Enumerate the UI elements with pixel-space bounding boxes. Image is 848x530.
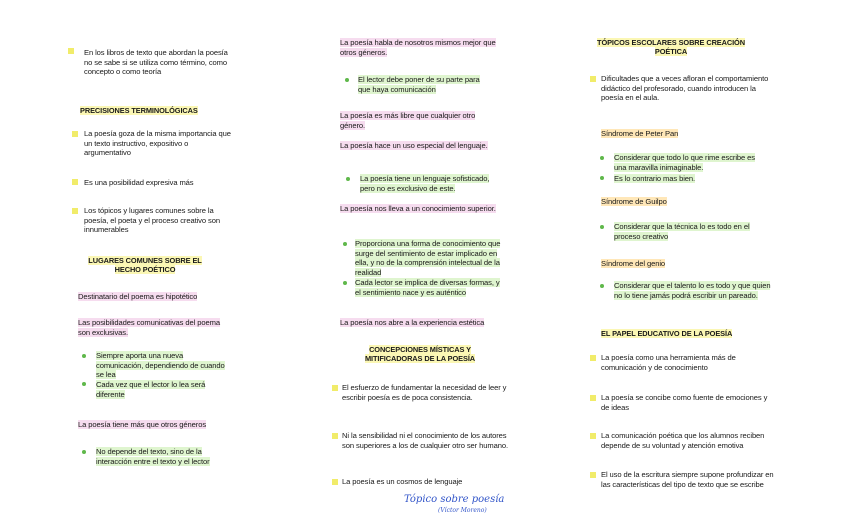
section-heading xyxy=(344,345,496,364)
list-item xyxy=(355,239,503,277)
text-block: La poesía es un cosmos de lenguaje xyxy=(342,477,463,486)
list-item xyxy=(355,278,503,297)
subheading-text: La poesía nos lleva a un conocimiento superior. xyxy=(340,204,496,213)
subheading xyxy=(340,141,500,151)
list-item-text: La poesía tiene un lenguaje sofisticado, pero no es exclusivo de este. xyxy=(360,174,490,193)
yellow-marker xyxy=(590,395,596,401)
subheading xyxy=(601,129,761,139)
yellow-marker xyxy=(72,131,78,137)
subheading xyxy=(340,318,510,328)
subheading-text: Las posibilidades comunicativas del poema son exclusivas. xyxy=(78,318,220,337)
list-item-text: Siempre aporta una nueva comunicación, dependiendo de cuando se lea xyxy=(96,351,225,380)
subheading xyxy=(78,318,228,337)
text-block: Es una posibilidad expresiva más xyxy=(84,178,194,187)
subheading xyxy=(78,420,228,430)
heading-text: CONCEPCIONES MÍSTICAS Y MITIFICADORAS DE LA POESÍA xyxy=(364,345,476,364)
bullet-dot xyxy=(600,284,604,288)
subheading-text: La poesía es más libre que cualquier otro género. xyxy=(340,111,476,130)
list-item-text: Considerar que la técnica lo es todo en el proceso creativo xyxy=(614,222,750,241)
subheading-text: Síndrome de Peter Pan xyxy=(601,129,679,138)
yellow-marker xyxy=(72,179,78,185)
yellow-marker xyxy=(590,472,596,478)
text-block: Los tópicos y lugares comunes sobre la poesía, el poeta y el proceso creativo son innumerables xyxy=(84,206,220,235)
yellow-marker xyxy=(72,208,78,214)
yellow-marker xyxy=(332,385,338,391)
text-block: La poesía como una herramienta más de comunicación y de conocimiento xyxy=(601,353,736,372)
subheading xyxy=(78,292,228,302)
list-item xyxy=(96,380,226,399)
section-heading xyxy=(596,38,746,57)
bullet-dot xyxy=(346,177,350,181)
text-block: Dificultades que a veces afloran el comportamiento didáctico del profesorado, cuando introducen la poesía en el aula. xyxy=(601,74,769,103)
bullet-dot xyxy=(600,225,604,229)
subheading-text: La poesía tiene más que otros géneros xyxy=(78,420,207,429)
bullet-dot xyxy=(82,354,86,358)
bullet-dot xyxy=(82,450,86,454)
list-item-text: Cada vez que el lector lo lea será diferente xyxy=(96,380,206,399)
section-heading xyxy=(601,329,771,338)
list-item xyxy=(358,75,494,94)
yellow-marker xyxy=(590,76,596,82)
text-block: El uso de la escritura siempre supone profundizar en las características del tipo de texto que se escribe xyxy=(601,470,774,489)
handwritten-author: (Víctor Moreno) xyxy=(438,507,487,514)
heading-text: TÓPICOS ESCOLARES SOBRE CREACIÓN POÉTICA xyxy=(597,38,745,57)
handwritten-title: Tópico sobre poesía xyxy=(404,494,505,505)
yellow-marker xyxy=(332,433,338,439)
subheading-text: La poesía habla de nosotros mismos mejor que otros géneros. xyxy=(340,38,496,57)
bullet-dot xyxy=(343,242,347,246)
bullet-dot xyxy=(343,281,347,285)
yellow-marker xyxy=(332,479,338,485)
text-block: Ni la sensibilidad ni el conocimiento de los autores son superiores a los de cualquier otro ser humano. xyxy=(342,431,508,450)
bullet-dot xyxy=(600,176,604,180)
list-item-text: Considerar que todo lo que rime escribe es una maravilla inimaginable. xyxy=(614,153,756,172)
text-block: La comunicación poética que los alumnos reciben depende de su voluntad y atención emotiva xyxy=(601,431,765,450)
subheading xyxy=(601,197,761,207)
yellow-marker xyxy=(68,48,74,54)
heading-text: LUGARES COMUNES SOBRE EL HECHO POÉTICO xyxy=(88,256,202,275)
list-item-text: Es lo contrario mas bien. xyxy=(614,174,696,183)
yellow-marker xyxy=(590,355,596,361)
subheading xyxy=(340,38,500,57)
bullet-dot xyxy=(345,78,349,82)
subheading-text: Síndrome del genio xyxy=(601,259,666,268)
text-block: El esfuerzo de fundamentar la necesidad de leer y escribir poesía es de poca consistencia. xyxy=(342,383,507,402)
subheading-text: La poesía hace un uso especial del lenguaje. xyxy=(340,141,488,150)
heading-text: PRECISIONES TERMINOLÓGICAS xyxy=(80,106,198,115)
bullet-dot xyxy=(82,382,86,386)
bullet-dot xyxy=(600,156,604,160)
subheading-text: Síndrome de Guilpo xyxy=(601,197,667,206)
subheading-text: La poesía nos abre a la experiencia estética xyxy=(340,318,485,327)
list-item xyxy=(96,351,226,380)
list-item-text: Cada lector se implica de diversas formas, y el sentimiento nace y es auténtico xyxy=(355,278,500,297)
section-heading xyxy=(80,106,222,115)
list-item xyxy=(614,222,764,241)
text-block: La poesía goza de la misma importancia que un texto instructivo, expositivo o argumentativo xyxy=(84,129,231,158)
section-heading xyxy=(76,256,214,275)
list-item xyxy=(614,153,764,172)
list-item xyxy=(614,174,764,184)
subheading xyxy=(340,204,500,214)
yellow-marker xyxy=(590,433,596,439)
list-item xyxy=(360,174,500,193)
list-item-text: Proporciona una forma de conocimiento que surge del sentimiento de estar implicado en ella, y no de la comprensión intelectual de la realidad xyxy=(355,239,501,277)
subheading xyxy=(340,111,500,130)
subheading xyxy=(601,259,761,269)
list-item-text: Considerar que el talento lo es todo y que quien no lo tiene jamás podrá escribir un pareado. xyxy=(614,281,771,300)
text-block: En los libros de texto que abordan la poesía no se sabe si se utiliza como término, como concepto o como teoría xyxy=(84,48,228,77)
subheading-text: Destinatario del poema es hipotético xyxy=(78,292,198,301)
list-item xyxy=(614,281,774,300)
list-item xyxy=(96,447,226,466)
text-block: La poesía se concibe como fuente de emociones y de ideas xyxy=(601,393,768,412)
list-item-text: El lector debe poner de su parte para que haya comunicación xyxy=(358,75,480,94)
list-item-text: No depende del texto, sino de la interacción entre el texto y el lector xyxy=(96,447,210,466)
heading-text: EL PAPEL EDUCATIVO DE LA POESÍA xyxy=(601,329,733,338)
